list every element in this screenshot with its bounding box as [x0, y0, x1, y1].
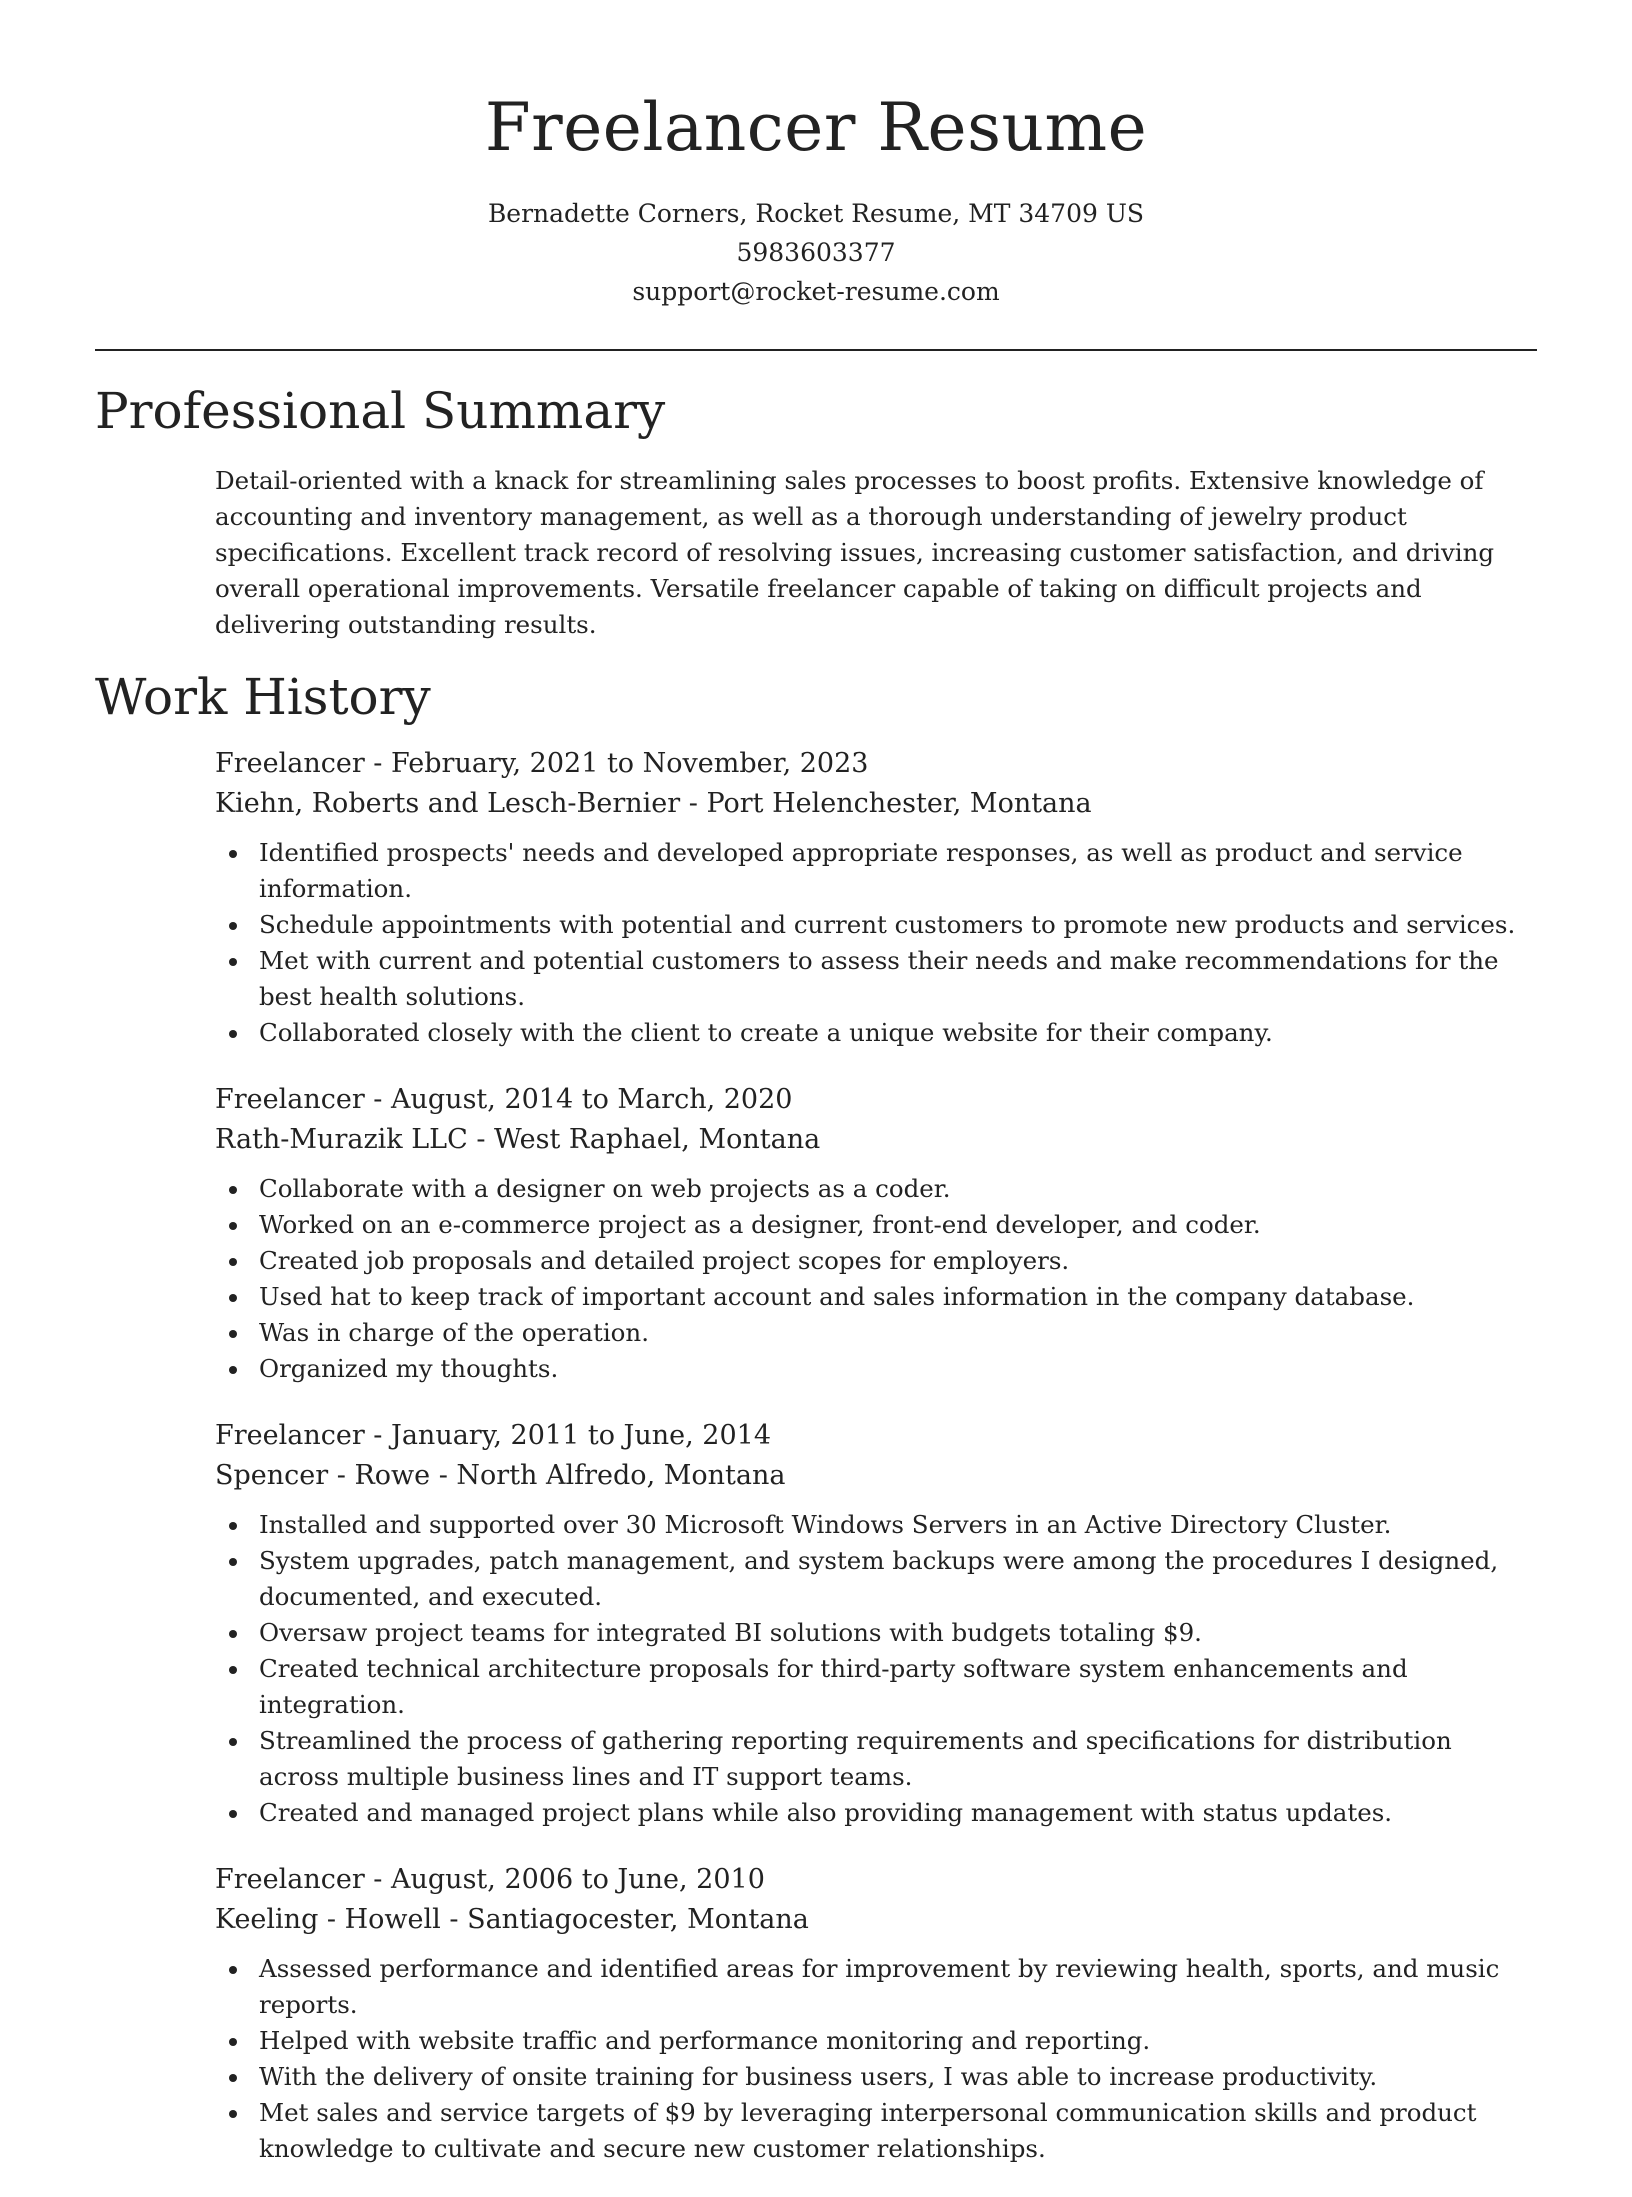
- job-role-dates: Freelancer - August, 2014 to March, 2020: [215, 1084, 793, 1115]
- job-bullet: [215, 907, 1529, 943]
- job-bullet-text: Oversaw project teams for integrated BI solutions with budgets totaling $9.: [259, 1618, 1202, 1647]
- job-bullet-text: Was in charge of the operation.: [259, 1318, 649, 1347]
- bullet-icon: [229, 1810, 237, 1818]
- job-bullet: [215, 1795, 1529, 1831]
- job-bullet-text: Collaborate with a designer on web projects as a coder.: [259, 1174, 951, 1203]
- contact-email: support@rocket-resume.com: [632, 277, 1000, 306]
- bullet-icon: [229, 1030, 237, 1038]
- job-bullet-text: System upgrades, patch management, and system backups were among the procedures I designed, documented, and executed.: [259, 1546, 1499, 1611]
- summary-text: Detail-oriented with a knack for streamlining sales processes to boost profits. Extensive knowledge of accounting and inventory management, as well as a thorough understanding of jewelry product specifications. Excellent track record of resolving issues, increasing customer satisfaction, and driving overall operational improvements. Versatile freelancer capable of taking on difficult projects and delivering outstanding results.: [215, 466, 1495, 639]
- header-divider: [95, 349, 1537, 351]
- job-bullet-text: Schedule appointments with potential and current customers to promote new products and services.: [259, 910, 1516, 939]
- job-entry: [215, 1861, 1537, 2167]
- job-role-dates: Freelancer - January, 2011 to June, 2014: [215, 1420, 771, 1451]
- job-bullet: [215, 1015, 1529, 1051]
- job-bullet: [215, 2023, 1529, 2059]
- bullet-icon: [229, 1294, 237, 1302]
- job-bullet-text: Met with current and potential customers to assess their needs and make recommendations for the best health solutions.: [259, 946, 1499, 1011]
- job-bullet: [215, 1723, 1529, 1795]
- resume-title: Freelancer Resume: [484, 89, 1148, 166]
- work-history-section: [95, 667, 1537, 2167]
- bullet-icon: [229, 1330, 237, 1338]
- job-bullet: [215, 1315, 1529, 1351]
- job-bullet-text: Created and managed project plans while also providing management with status updates.: [259, 1798, 1393, 1827]
- job-bullet-list: [215, 1507, 1537, 1831]
- job-bullet-list: [215, 1171, 1537, 1387]
- job-bullet-list: [215, 1951, 1537, 2167]
- job-bullet-text: With the delivery of onsite training for business users, I was able to increase productivity.: [259, 2062, 1378, 2091]
- bullet-icon: [229, 1558, 237, 1566]
- job-bullet: [215, 1615, 1529, 1651]
- bullet-icon: [229, 1186, 237, 1194]
- job-role-dates: Freelancer - August, 2006 to June, 2010: [215, 1864, 765, 1895]
- job-role-dates: Freelancer - February, 2021 to November, 2023: [215, 748, 869, 779]
- job-bullet: [215, 1507, 1529, 1543]
- bullet-icon: [229, 1738, 237, 1746]
- job-bullet-text: Installed and supported over 30 Microsoft Windows Servers in an Active Directory Cluster.: [259, 1510, 1392, 1539]
- job-bullet: [215, 2059, 1529, 2095]
- job-bullet-text: Created job proposals and detailed project scopes for employers.: [259, 1246, 1070, 1275]
- bullet-icon: [229, 2110, 237, 2118]
- job-company-location: Keeling - Howell - Santiagocester, Montana: [215, 1904, 809, 1935]
- job-entry: [215, 745, 1537, 1051]
- job-bullet: [215, 1543, 1529, 1615]
- bullet-icon: [229, 1258, 237, 1266]
- job-bullet: [215, 943, 1529, 1015]
- bullet-icon: [229, 958, 237, 966]
- bullet-icon: [229, 1966, 237, 1974]
- job-bullet-text: Collaborated closely with the client to create a unique website for their company.: [259, 1018, 1273, 1047]
- job-bullet-text: Met sales and service targets of $9 by leveraging interpersonal communication skills and product knowledge to cultivate and secure new customer relationships.: [259, 2098, 1477, 2163]
- job-bullet-text: Assessed performance and identified areas for improvement by reviewing health, sports, and music reports.: [259, 1954, 1500, 2019]
- job-entry: [215, 1081, 1537, 1387]
- resume-header: [95, 0, 1537, 311]
- summary-heading: Professional Summary: [95, 382, 666, 440]
- job-bullet: [215, 1351, 1529, 1387]
- job-company-location: Rath-Murazik LLC - West Raphael, Montana: [215, 1124, 821, 1155]
- bullet-icon: [229, 1222, 237, 1230]
- job-bullet-list: [215, 835, 1537, 1051]
- bullet-icon: [229, 1366, 237, 1374]
- bullet-icon: [229, 1666, 237, 1674]
- job-bullet: [215, 1207, 1529, 1243]
- bullet-icon: [229, 922, 237, 930]
- contact-phone: 5983603377: [736, 238, 896, 267]
- work-history-heading: Work History: [95, 668, 431, 726]
- job-bullet: [215, 1651, 1529, 1723]
- contact-address: Bernadette Corners, Rocket Resume, MT 34709 US: [487, 199, 1145, 228]
- job-bullet-text: Streamlined the process of gathering reporting requirements and specifications for distribution across multiple business lines and IT support teams.: [259, 1726, 1452, 1791]
- bullet-icon: [229, 2074, 237, 2082]
- job-bullet: [215, 2095, 1529, 2167]
- job-bullet: [215, 1171, 1529, 1207]
- job-bullet-text: Helped with website traffic and performance monitoring and reporting.: [259, 2026, 1151, 2055]
- job-bullet-text: Organized my thoughts.: [259, 1354, 559, 1383]
- job-bullet-text: Used hat to keep track of important account and sales information in the company database.: [259, 1282, 1415, 1311]
- contact-info: [95, 194, 1537, 311]
- job-bullet: [215, 835, 1529, 907]
- job-bullet: [215, 1243, 1529, 1279]
- job-bullet: [215, 1951, 1529, 2023]
- bullet-icon: [229, 1630, 237, 1638]
- job-bullet-text: Worked on an e-commerce project as a designer, front-end developer, and coder.: [259, 1210, 1261, 1239]
- job-bullet: [215, 1279, 1529, 1315]
- bullet-icon: [229, 2038, 237, 2046]
- job-entry: [215, 1417, 1537, 1831]
- job-company-location: Spencer - Rowe - North Alfredo, Montana: [215, 1460, 786, 1491]
- bullet-icon: [229, 1522, 237, 1530]
- bullet-icon: [229, 850, 237, 858]
- job-list: [215, 745, 1537, 2167]
- summary-section: [95, 381, 1537, 643]
- job-bullet-text: Created technical architecture proposals for third-party software system enhancements and integration.: [259, 1654, 1408, 1719]
- resume-page: [95, 0, 1537, 2197]
- job-company-location: Kiehn, Roberts and Lesch-Bernier - Port Helenchester, Montana: [215, 788, 1092, 819]
- job-bullet-text: Identified prospects' needs and developed appropriate responses, as well as product and service information.: [259, 838, 1463, 903]
